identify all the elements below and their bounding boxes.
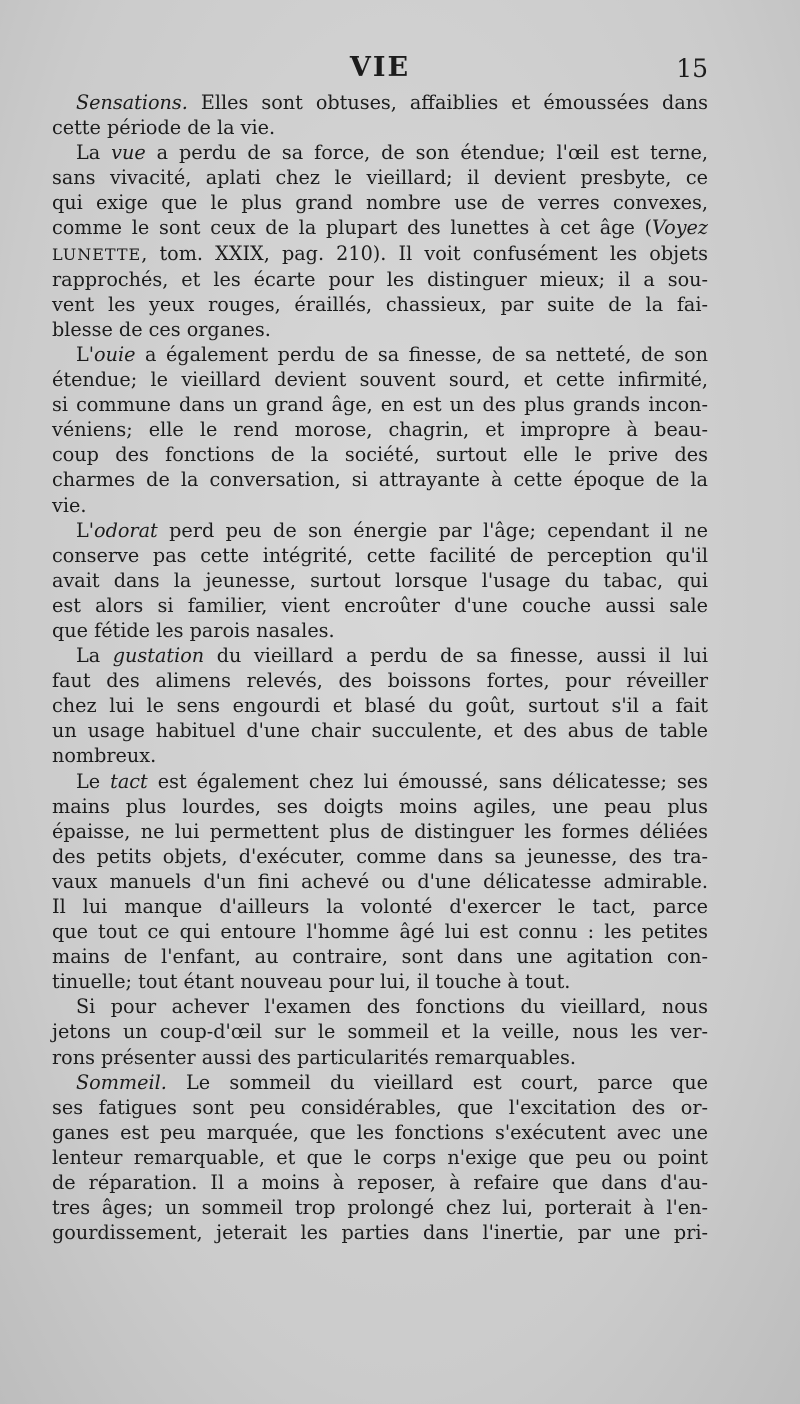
text-line [52,518,708,543]
text-line [52,1019,708,1044]
text-line [52,618,708,643]
text-line [52,643,708,668]
text-span: chez lui le sens engourdi et blasé du goût, surtout s'il a fait [52,694,708,718]
text-span: ses fatigues sont peu considérables, que l'excitation des or- [52,1095,708,1119]
text-span: qui exige que le plus grand nombre use de verres convexes, [52,191,708,215]
text-span: rons présenter aussi des particularités remarquables. [52,1045,576,1069]
text-line [52,1095,708,1120]
text-span: cette période de la vie. [52,116,276,140]
running-head [52,52,708,90]
text-span: vent les yeux rouges, éraillés, chassieux, par suite de la fai- [52,292,708,316]
text-line [52,442,708,467]
text-span: lenteur remarquable, et que le corps n'exige que peu ou point [52,1145,708,1169]
text-span: que fétide les parois nasales. [52,618,335,642]
italic-term: Voyez [652,216,708,240]
text-span: jetons un coup-d'œil sur le sommeil et la veille, nous les ver- [52,1020,708,1044]
text-line [52,467,708,492]
text-line [52,869,708,894]
text-line [52,668,708,693]
text-line [52,1220,708,1245]
text-span: Il lui manque d'ailleurs la volonté d'exercer le tact, parce [52,895,708,918]
book-page [52,52,708,1392]
text-span: que tout ce qui entoure l'homme âgé lui est connu : les petites [52,920,708,944]
italic-term: odorat [94,518,158,542]
text-span: étendue; le vieillard devient souvent sourd, et cette infirmité, [52,368,708,392]
text-span: ganes est peu marquée, que les fonctions s'exécutent avec une [52,1120,708,1144]
text-line [52,743,708,768]
italic-term: Sensations. [76,91,188,114]
text-line [52,165,708,190]
italic-term: tact [110,769,148,793]
text-line [52,190,708,215]
text-line [52,969,708,994]
text-span: Le sommeil du vieillard est court, parce que [166,1070,708,1094]
text-span: du vieillard a perdu de sa finesse, aussi il lui [204,644,709,668]
text-span: La [76,644,113,668]
text-span: conserve pas cette intégrité, cette facilité de perception qu'il [52,543,708,567]
text-line [52,844,708,869]
text-line [52,1145,708,1170]
text-line [52,794,708,819]
page-number: 15 [676,54,708,83]
text-span: Si pour achever l'examen des fonctions du vieillard, nous [76,995,708,1019]
text-span: sans vivacité, aplati chez le vieillard; il devient presbyte, ce [52,166,708,190]
text-span: tres âges; un sommeil trop prolongé chez lui, porterait à l'en- [52,1196,708,1220]
text-span: Le [76,769,111,793]
text-span: tinuelle; tout étant nouveau pour lui, il touche à tout. [52,970,571,994]
text-span: a également perdu de sa finesse, de sa netteté, de son [135,342,708,366]
text-line [52,90,708,115]
text-line [52,944,708,969]
text-line [52,693,708,718]
text-line [52,819,708,844]
text-span: est alors si familier, vient encroûter d'une couche aussi sale [52,593,708,617]
text-span: gourdissement, jeterait les parties dans l'inertie, par une pri- [52,1221,708,1245]
text-span: perd peu de son énergie par l'âge; cependant il ne [157,518,708,542]
text-line [52,215,708,240]
italic-term: ouie [94,342,136,366]
text-span: a perdu de sa force, de son étendue; l'œil est terne, [145,141,709,165]
text-line [52,367,708,392]
text-span: avait dans la jeunesse, surtout lorsque l'usage du tabac, qui [52,568,708,592]
text-line [52,417,708,442]
text-span: faut des alimens relevés, des boissons fortes, pour réveiller [52,669,708,693]
text-span: La [76,141,112,165]
text-line [52,994,708,1019]
text-span: Elles sont obtuses, affaiblies et émoussées dans [187,91,708,114]
text-span: mains de l'enfant, au contraire, sont dans une agitation con- [52,945,708,969]
text-line [52,1070,708,1095]
text-line [52,894,708,919]
text-line [52,769,708,794]
text-span: L' [76,518,95,542]
italic-term: vue [111,141,146,165]
text-span: vie. [52,493,87,517]
text-line [52,292,708,317]
text-span: si commune dans un grand âge, en est un des plus grands incon- [52,393,708,417]
text-span: L' [76,342,95,366]
body-text [52,90,708,1245]
text-line [52,1170,708,1195]
text-line [52,543,708,568]
text-span: vaux manuels d'un fini achevé ou d'une délicatesse admirable. [52,869,708,893]
text-line [52,593,708,618]
running-title: VIE [349,52,411,83]
text-line [52,919,708,944]
text-span: blesse de ces organes. [52,317,271,341]
text-span: rapprochés, et les écarte pour les distinguer mieux; il a sou- [52,267,708,291]
text-span: mains plus lourdes, ses doigts moins agiles, une peau plus [52,794,708,818]
text-span: , tom. XXIX, pag. 210). Il voit confusément les objets [141,241,708,265]
text-line [52,115,708,140]
italic-term: gustation [112,644,205,668]
text-span: LUNETTE [52,244,142,264]
text-line [52,1120,708,1145]
text-line [52,241,708,267]
text-span: est également chez lui émoussé, sans délicatesse; ses [147,769,708,793]
text-span: charmes de la conversation, si attrayante à cette époque de la [52,468,708,492]
text-line [52,1195,708,1220]
text-span: véniens; elle le rend morose, chagrin, et impropre à beau- [52,418,708,442]
text-line [52,493,708,518]
text-span: de réparation. Il a moins à reposer, à refaire que dans d'au- [52,1171,708,1195]
text-line [52,1045,708,1070]
text-line [52,140,708,165]
text-span: épaisse, ne lui permettent plus de distinguer les formes déliées [52,819,708,843]
text-line [52,568,708,593]
text-span: un usage habituel d'une chair succulente, et des abus de table [52,719,708,743]
text-line [52,342,708,367]
text-line [52,718,708,743]
text-line [52,267,708,292]
text-span: comme le sont ceux de la plupart des lunettes à cet âge ( [52,216,653,240]
text-span: des petits objets, d'exécuter, comme dans sa jeunesse, des tra- [52,844,708,868]
text-span: nombreux. [52,744,157,768]
text-span: coup des fonctions de la société, surtout elle le prive des [52,443,708,467]
italic-term: Sommeil. [76,1070,167,1094]
text-line [52,392,708,417]
text-line [52,317,708,342]
